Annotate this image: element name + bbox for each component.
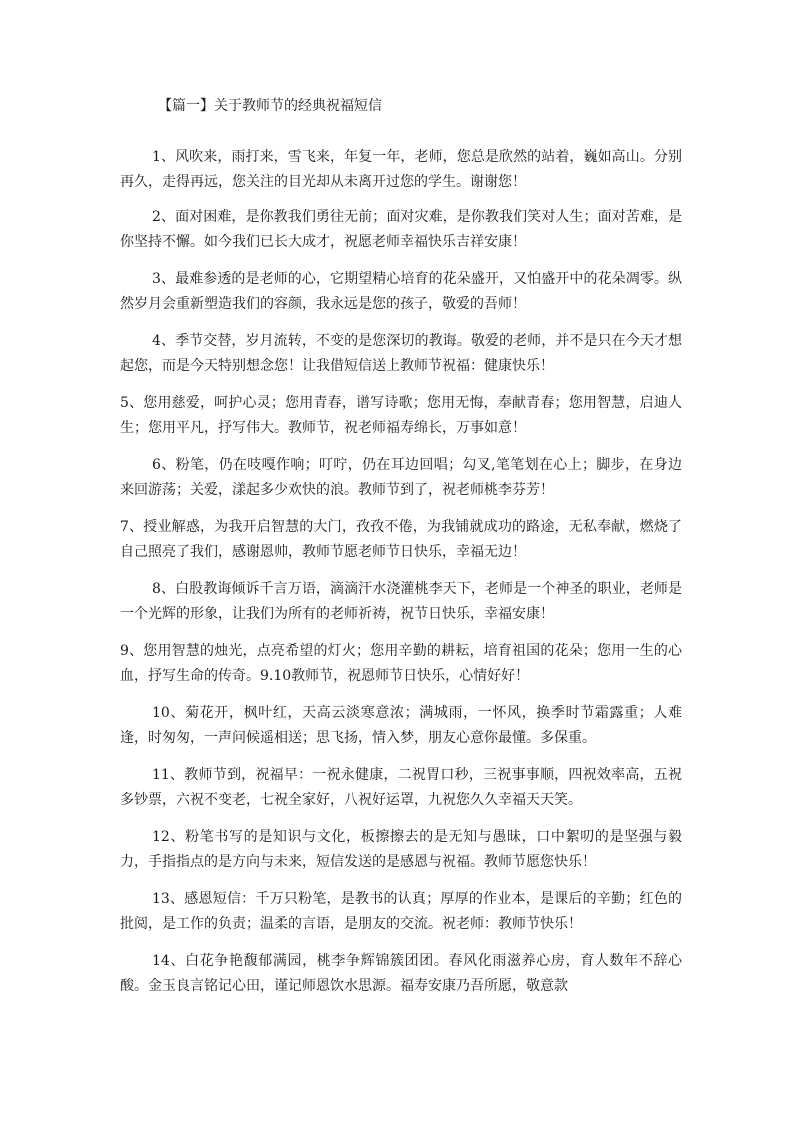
paragraph-11: 11、教师节到，祝福早：一祝永健康，二祝胃口秒，三祝事事顺，四祝效率高，五祝多钞票，六祝不变老，七祝全家好，八祝好运罩，九祝您久久幸福天天笑。 bbox=[120, 767, 682, 808]
paragraph-2: 2、面对困难，是你教我们勇往无前；面对灾难，是你教我们笑对人生；面对苦难，是你坚持不懈。如今我们已长大成才，祝愿老师幸福快乐吉祥安康！ bbox=[120, 209, 682, 250]
paragraph-14: 14、白花争艳馥郁满园，桃李争辉锦簇团团。春风化雨滋养心房，育人数年不辞心酸。金玉良言铭记心田，谨记师恩饮水思源。福寿安康乃吾所愿，敬意款 bbox=[120, 953, 682, 994]
paragraph-5: 5、您用慈爱，呵护心灵；您用青春，谱写诗歌；您用无悔，奉献青春；您用智慧，启迪人生；您用平凡，抒写伟大。教师节，祝老师福寿绵长，万事如意！ bbox=[120, 395, 682, 436]
paragraph-3: 3、最难参透的是老师的心，它期望精心培育的花朵盛开，又怕盛开中的花朵凋零。纵然岁月会重新塑造我们的容颜，我永远是您的孩子，敬爱的吾师！ bbox=[120, 271, 682, 312]
paragraph-12: 12、粉笔书写的是知识与文化，板擦擦去的是无知与愚昧，口中絮叨的是坚强与毅力，手指指点的是方向与未来，短信发送的是感恩与祝福。教师节愿您快乐！ bbox=[120, 829, 682, 870]
paragraph-7: 7、授业解惑，为我开启智慧的大门，孜孜不倦，为我铺就成功的路途，无私奉献，燃烧了自己照亮了我们，感谢恩帅，教师节愿老师节日快乐，幸福无边！ bbox=[120, 519, 682, 560]
paragraph-10: 10、菊花开，枫叶红，天高云淡寒意浓；满城雨，一怀风，换季时节霜露重；人难逢，时匆匆，一声问候遥相送；思飞扬，情入梦，朋友心意你最懂。多保重。 bbox=[120, 705, 682, 746]
paragraph-6: 6、粉笔，仍在吱嘎作响；叮咛，仍在耳边回唱；勾叉,笔笔划在心上；脚步，在身边来回游荡；关爱，漾起多少欢快的浪。教师节到了，祝老师桃李芬芳！ bbox=[120, 457, 682, 498]
paragraph-9: 9、您用智慧的烛光，点亮希望的灯火；您用辛勤的耕耘，培育祖国的花朵；您用一生的心血，抒写生命的传奇。9.10教师节，祝恩师节日快乐，心情好好！ bbox=[120, 643, 682, 684]
paragraph-13: 13、感恩短信：千万只粉笔，是教书的认真；厚厚的作业本，是课后的辛勤；红色的批阅，是工作的负责；温柔的言语，是朋友的交流。祝老师：教师节快乐！ bbox=[120, 891, 682, 932]
document-title: 【篇一】关于教师节的经典祝福短信 bbox=[158, 98, 382, 114]
paragraph-1: 1、风吹来，雨打来，雪飞来，年复一年，老师，您总是欣然的站着，巍如高山。分别再久，走得再远，您关注的目光却从未离开过您的学生。谢谢您！ bbox=[120, 149, 682, 190]
paragraph-4: 4、季节交替，岁月流转，不变的是您深切的教诲。敬爱的老师，并不是只在今天才想起您，而是今天特别想念您！让我借短信送上教师节祝福：健康快乐！ bbox=[120, 333, 682, 374]
paragraph-8: 8、白股教诲倾诉千言万语，滴滴汗水浇灌桃李天下，老师是一个神圣的职业，老师是一个光辉的形象，让我们为所有的老师祈祷，祝节日快乐，幸福安康！ bbox=[120, 581, 682, 622]
